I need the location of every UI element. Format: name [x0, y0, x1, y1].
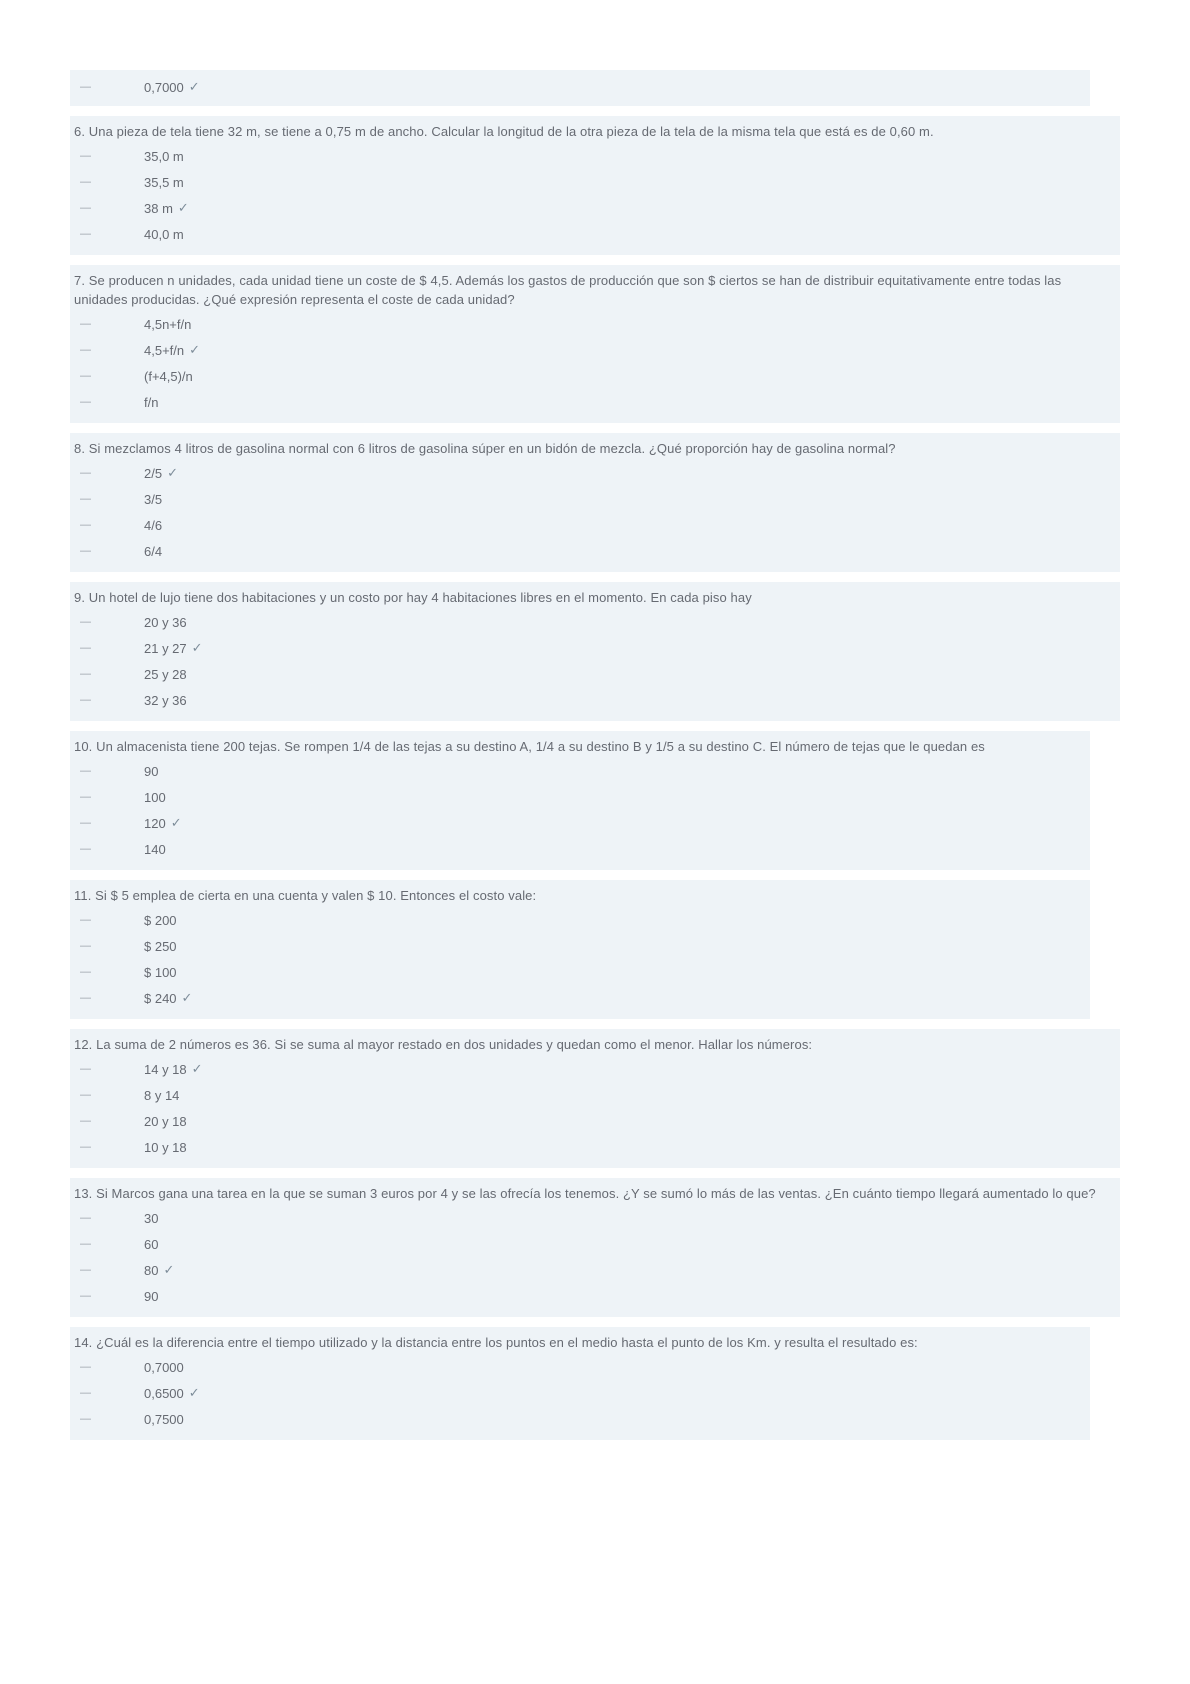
answer-option[interactable] — [70, 195, 1120, 221]
option-text: 100 — [144, 789, 166, 805]
question-block — [70, 116, 1120, 255]
question-text: 9. Un hotel de lujo tiene dos habitaciones y un costo por hay 4 habitaciones libres en el momento. En cada piso hay — [74, 590, 752, 605]
option-marker: — — [80, 176, 91, 188]
option-marker: — — [80, 81, 91, 93]
option-marker: — — [80, 1238, 91, 1250]
question-block — [70, 1327, 1090, 1440]
answer-option[interactable] — [70, 1205, 1120, 1231]
option-text: 0,7000 — [144, 1359, 184, 1375]
option-marker: — — [80, 966, 91, 978]
answer-option[interactable] — [70, 221, 1120, 247]
question-list — [70, 116, 1120, 1440]
answer-option[interactable] — [70, 661, 1120, 687]
answer-option[interactable] — [70, 836, 1090, 862]
option-text: $ 240 — [144, 990, 177, 1006]
option-text: 4/6 — [144, 517, 163, 533]
option-marker: — — [80, 791, 91, 803]
answer-option[interactable] — [70, 363, 1120, 389]
answer-option[interactable] — [70, 609, 1120, 635]
question-text: 8. Si mezclamos 4 litros de gasolina normal con 6 litros de gasolina súper en un bidón de mezcla. ¿Qué proporción hay de gasolina normal? — [74, 441, 896, 456]
option-text: 20 y 36 — [144, 614, 187, 630]
answer-option[interactable] — [70, 311, 1120, 337]
option-marker: — — [80, 370, 91, 382]
option-text: 80 — [144, 1262, 159, 1278]
answer-option[interactable] — [70, 758, 1090, 784]
answer-option[interactable] — [70, 74, 1090, 100]
answer-option[interactable] — [70, 1134, 1120, 1160]
option-text: 4,5+f/n — [144, 342, 185, 358]
option-marker: — — [80, 318, 91, 330]
option-marker: — — [80, 1264, 91, 1276]
option-marker: — — [80, 694, 91, 706]
option-marker: — — [80, 1290, 91, 1302]
option-text: 25 y 28 — [144, 666, 187, 682]
question-block — [70, 731, 1090, 870]
option-marker: — — [80, 545, 91, 557]
option-text: 21 y 27 — [144, 640, 187, 656]
question-block — [70, 1029, 1120, 1168]
correct-check-icon: ✓ — [167, 465, 178, 480]
answer-option[interactable] — [70, 486, 1120, 512]
option-text: 120 — [144, 815, 166, 831]
question-text: 6. Una pieza de tela tiene 32 m, se tiene a 0,75 m de ancho. Calcular la longitud de la otra pieza de la tela de la misma tela que está es de 0,60 m. — [74, 124, 934, 139]
option-marker: — — [80, 642, 91, 654]
option-text: 10 y 18 — [144, 1139, 187, 1155]
option-text: 40,0 m — [144, 226, 184, 242]
option-marker: — — [80, 1089, 91, 1101]
answer-option[interactable] — [70, 1354, 1090, 1380]
option-text: 8 y 14 — [144, 1087, 180, 1103]
answer-option[interactable] — [70, 1283, 1120, 1309]
option-text: 35,0 m — [144, 148, 184, 164]
option-text: f/n — [144, 394, 159, 410]
answer-option[interactable] — [70, 959, 1090, 985]
correct-check-icon: ✓ — [181, 990, 193, 1005]
correct-check-icon: ✓ — [191, 640, 203, 655]
answer-option[interactable] — [70, 1082, 1120, 1108]
answer-option[interactable] — [70, 143, 1120, 169]
option-marker: — — [80, 1413, 91, 1425]
quiz-page — [70, 70, 1120, 1440]
option-text: 30 — [144, 1210, 159, 1226]
answer-option[interactable] — [70, 907, 1090, 933]
answer-option[interactable] — [70, 1231, 1120, 1257]
answer-option[interactable] — [70, 1380, 1090, 1406]
answer-option[interactable] — [70, 538, 1120, 564]
correct-check-icon: ✓ — [188, 79, 200, 94]
correct-check-icon: ✓ — [170, 815, 182, 830]
option-text: (f+4,5)/n — [144, 368, 193, 384]
answer-option[interactable] — [70, 389, 1120, 415]
prev-question-tail — [70, 70, 1090, 106]
option-text: 2/5 — [144, 465, 163, 481]
option-marker: — — [80, 668, 91, 680]
option-text: 90 — [144, 763, 159, 779]
option-text: 0,7500 — [144, 1411, 184, 1427]
option-marker: — — [80, 914, 91, 926]
option-text: $ 250 — [144, 938, 177, 954]
question-block — [70, 582, 1120, 721]
option-marker: — — [80, 396, 91, 408]
option-marker: — — [80, 940, 91, 952]
option-text: 20 y 18 — [144, 1113, 187, 1129]
option-text: 6/4 — [144, 543, 163, 559]
question-text: 13. Si Marcos gana una tarea en la que se suman 3 euros por 4 y se las ofrecía los tenemos. ¿Y se sumó lo más de las ventas. ¿En cuánto tiempo llegará aumentado lo que? — [74, 1186, 1096, 1201]
answer-option[interactable] — [70, 784, 1090, 810]
question-block — [70, 1178, 1120, 1317]
question-text: 7. Se producen n unidades, cada unidad tiene un coste de $ 4,5. Además los gastos de producción que son $ ciertos se han de distribuir equitativamente entre todas las unidades producidas. ¿Qué expresión representa el coste de cada unidad? — [74, 273, 1062, 307]
question-text: 10. Un almacenista tiene 200 tejas. Se rompen 1/4 de las tejas a su destino A, 1/4 a su destino B y 1/5 a su destino C. El número de tejas que le quedan es — [74, 739, 985, 754]
option-marker: — — [80, 202, 91, 214]
answer-option[interactable] — [70, 687, 1120, 713]
option-marker: — — [80, 1387, 91, 1399]
option-marker: — — [80, 467, 91, 479]
correct-check-icon: ✓ — [163, 1262, 175, 1277]
option-marker: — — [80, 493, 91, 505]
answer-option[interactable] — [70, 985, 1090, 1011]
option-marker: — — [80, 817, 91, 829]
option-marker: — — [80, 228, 91, 240]
option-marker: — — [80, 344, 91, 356]
option-marker: — — [80, 1063, 91, 1075]
option-text: $ 100 — [144, 964, 177, 980]
option-marker: — — [80, 519, 91, 531]
correct-check-icon: ✓ — [188, 1385, 200, 1400]
question-block — [70, 265, 1120, 423]
option-text: $ 200 — [144, 912, 177, 928]
option-text: 90 — [144, 1288, 159, 1304]
answer-option[interactable] — [70, 635, 1120, 661]
question-block — [70, 880, 1090, 1019]
option-text: 38 m — [144, 200, 173, 216]
option-text: 0,6500 — [144, 1385, 184, 1401]
option-text: 4,5n+f/n — [144, 316, 192, 332]
answer-option[interactable] — [70, 512, 1120, 538]
question-text: 11. Si $ 5 emplea de cierta en una cuenta y valen $ 10. Entonces el costo vale: — [74, 888, 537, 903]
correct-check-icon: ✓ — [191, 1061, 203, 1076]
answer-option[interactable] — [70, 810, 1090, 836]
correct-check-icon: ✓ — [189, 342, 201, 357]
option-marker: — — [80, 1115, 91, 1127]
option-marker: — — [80, 150, 91, 162]
option-marker: — — [80, 765, 91, 777]
answer-option[interactable] — [70, 933, 1090, 959]
option-text: 3/5 — [144, 491, 163, 507]
answer-option[interactable] — [70, 1056, 1120, 1082]
question-text: 14. ¿Cuál es la diferencia entre el tiempo utilizado y la distancia entre los puntos en el medio hasta el punto de los Km. y resulta el resultado es: — [74, 1335, 918, 1350]
question-block — [70, 433, 1120, 572]
option-marker: — — [80, 1141, 91, 1153]
option-marker: — — [80, 616, 91, 628]
option-text: 0,7000 — [144, 79, 184, 95]
option-text: 140 — [144, 841, 166, 857]
option-text: 35,5 m — [144, 174, 184, 190]
correct-check-icon: ✓ — [177, 200, 189, 215]
answer-option[interactable] — [70, 1257, 1120, 1283]
option-marker: — — [80, 843, 91, 855]
answer-option[interactable] — [70, 1406, 1090, 1432]
answer-option[interactable] — [70, 337, 1120, 363]
question-text: 12. La suma de 2 números es 36. Si se suma al mayor restado en dos unidades y quedan como el menor. Hallar los números: — [74, 1037, 813, 1052]
option-marker: — — [80, 1361, 91, 1373]
answer-option[interactable] — [70, 1108, 1120, 1134]
option-marker: — — [80, 992, 91, 1004]
answer-option[interactable] — [70, 460, 1120, 486]
option-text: 14 y 18 — [144, 1061, 187, 1077]
option-text: 32 y 36 — [144, 692, 187, 708]
answer-option[interactable] — [70, 169, 1120, 195]
option-text: 60 — [144, 1236, 159, 1252]
option-marker: — — [80, 1212, 91, 1224]
